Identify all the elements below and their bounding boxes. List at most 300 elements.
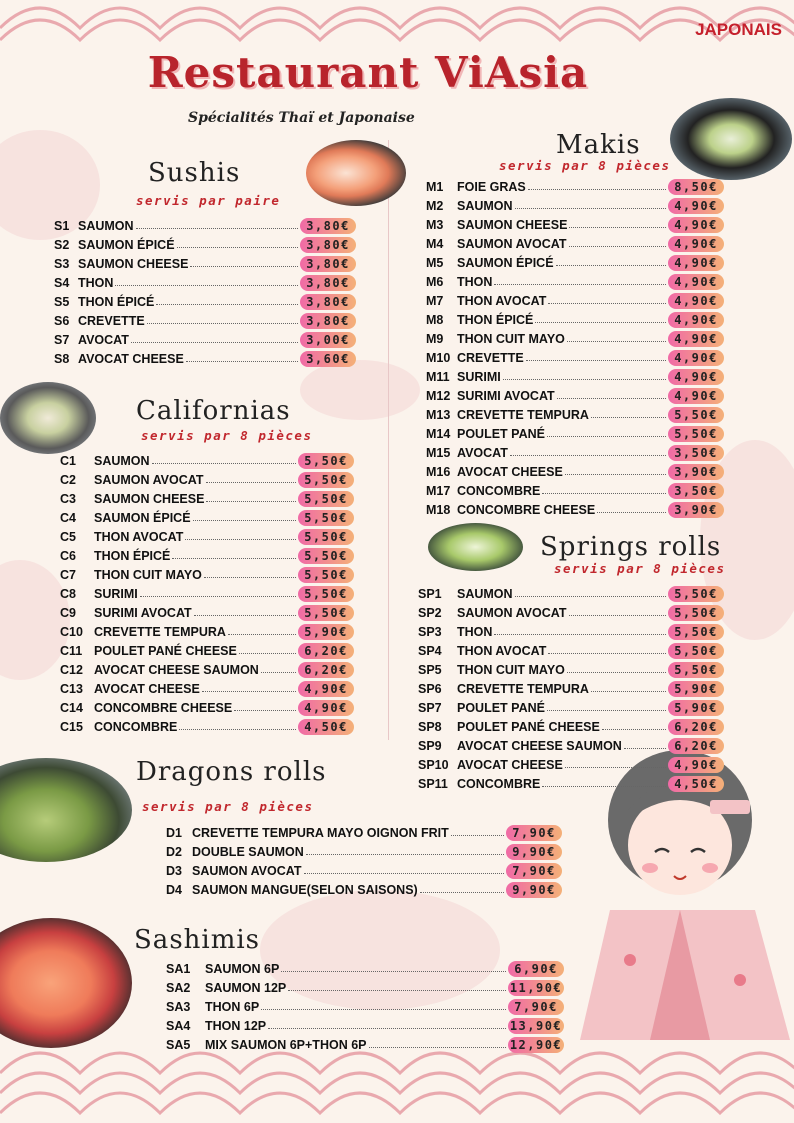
item-name: THON AVOCAT bbox=[457, 293, 547, 308]
item-name: CREVETTE TEMPURA bbox=[457, 407, 589, 422]
dotted-leader bbox=[261, 1009, 506, 1010]
menu-item-d1 bbox=[166, 823, 562, 842]
restaurant-title: Restaurant ViAsia bbox=[147, 48, 589, 97]
menu-item-s4 bbox=[54, 273, 356, 292]
dotted-leader bbox=[451, 835, 504, 836]
item-price-badge: 4,90€ bbox=[668, 388, 724, 404]
maki-photo bbox=[670, 98, 792, 180]
item-name: THON CUIT MAYO bbox=[457, 662, 565, 677]
item-name: CONCOMBRE bbox=[457, 776, 541, 791]
item-name: SURIMI bbox=[94, 586, 138, 601]
item-code: SP4 bbox=[418, 643, 442, 658]
item-name: POULET PANÉ bbox=[457, 700, 545, 715]
item-price-badge: 5,50€ bbox=[298, 491, 354, 507]
item-price-badge: 4,90€ bbox=[298, 700, 354, 716]
item-price-badge: 4,90€ bbox=[668, 312, 724, 328]
item-name: THON AVOCAT bbox=[457, 643, 547, 658]
item-price-badge: 4,90€ bbox=[668, 217, 724, 233]
item-code: SA1 bbox=[166, 961, 191, 976]
item-code: SP7 bbox=[418, 700, 442, 715]
dotted-leader bbox=[304, 873, 505, 874]
item-price-badge: 5,50€ bbox=[298, 510, 354, 526]
item-code: SP11 bbox=[418, 776, 448, 791]
item-name: AVOCAT CHEESE bbox=[94, 681, 200, 696]
item-name: CREVETTE bbox=[457, 350, 524, 365]
menu-item-m3 bbox=[426, 215, 724, 234]
item-price-badge: 3,80€ bbox=[300, 313, 356, 329]
item-price-badge: 5,50€ bbox=[668, 586, 724, 602]
dotted-leader bbox=[535, 322, 666, 323]
dotted-leader bbox=[228, 634, 296, 635]
dotted-leader bbox=[569, 227, 666, 228]
item-code: C2 bbox=[60, 472, 76, 487]
menu-item-m15 bbox=[426, 443, 724, 462]
item-price-badge: 4,90€ bbox=[668, 757, 724, 773]
item-code: C1 bbox=[60, 453, 76, 468]
section-subtitle-sushis: servis par paire bbox=[136, 193, 281, 208]
item-name: CONCOMBRE CHEESE bbox=[94, 700, 233, 715]
menu-item-m1 bbox=[426, 177, 724, 196]
section-title-sushis: Sushis bbox=[148, 158, 241, 188]
item-price-badge: 3,00€ bbox=[300, 332, 356, 348]
item-code: C5 bbox=[60, 529, 76, 544]
dotted-leader bbox=[557, 398, 666, 399]
item-code: M14 bbox=[426, 426, 451, 441]
menu-item-sa3 bbox=[166, 997, 564, 1016]
item-price-badge: 5,90€ bbox=[298, 624, 354, 640]
menu-item-m7 bbox=[426, 291, 724, 310]
item-price-badge: 12,90€ bbox=[509, 1037, 563, 1052]
item-code: M18 bbox=[426, 502, 451, 517]
item-code: SA3 bbox=[166, 999, 191, 1014]
item-price-badge: 5,50€ bbox=[668, 624, 724, 640]
menu-item-m4 bbox=[426, 234, 724, 253]
item-name: SAUMON CHEESE bbox=[94, 491, 205, 506]
section-subtitle-springs: servis par 8 pièces bbox=[554, 561, 726, 576]
item-name: CREVETTE TEMPURA MAYO OIGNON FRIT bbox=[192, 825, 449, 840]
dotted-leader bbox=[288, 990, 506, 991]
item-name: POULET PANÉ CHEESE bbox=[94, 643, 237, 658]
menu-item-m12 bbox=[426, 386, 724, 405]
menu-item-sp9 bbox=[418, 736, 724, 755]
item-name: CONCOMBRE bbox=[94, 719, 178, 734]
item-price-badge: 5,50€ bbox=[298, 453, 354, 469]
menu-item-c8 bbox=[60, 584, 354, 603]
menu-item-sp5 bbox=[418, 660, 724, 679]
item-price-badge: 6,20€ bbox=[668, 719, 724, 735]
dotted-leader bbox=[136, 228, 298, 229]
item-name: THON bbox=[78, 275, 114, 290]
dotted-leader bbox=[172, 558, 296, 559]
item-name: THON 6P bbox=[205, 999, 260, 1014]
item-code: S7 bbox=[54, 332, 70, 347]
dotted-leader bbox=[193, 520, 296, 521]
dotted-leader bbox=[597, 512, 666, 513]
item-name: SAUMON 6P bbox=[205, 961, 280, 976]
item-code: M16 bbox=[426, 464, 451, 479]
dotted-leader bbox=[190, 266, 298, 267]
section-title-sashimis: Sashimis bbox=[134, 925, 261, 955]
menu-item-sp10 bbox=[418, 755, 724, 774]
dotted-leader bbox=[140, 596, 296, 597]
item-name: THON ÉPICÉ bbox=[78, 294, 155, 309]
menu-item-c3 bbox=[60, 489, 354, 508]
menu-item-m9 bbox=[426, 329, 724, 348]
item-code: M13 bbox=[426, 407, 451, 422]
item-code: SP9 bbox=[418, 738, 442, 753]
menu-item-sa2 bbox=[166, 978, 564, 997]
dotted-leader bbox=[510, 455, 666, 456]
item-price-badge: 9,90€ bbox=[506, 882, 562, 898]
dotted-leader bbox=[186, 361, 298, 362]
menu-item-d4 bbox=[166, 880, 562, 899]
cloud-decoration bbox=[300, 360, 420, 420]
item-price-badge: 4,90€ bbox=[668, 198, 724, 214]
menu-item-sa5 bbox=[166, 1035, 564, 1054]
menu-item-sa1 bbox=[166, 959, 564, 978]
item-price-badge: 3,90€ bbox=[668, 502, 724, 518]
item-price-badge: 4,90€ bbox=[298, 681, 354, 697]
menu-item-c5 bbox=[60, 527, 354, 546]
item-name: CONCOMBRE bbox=[457, 483, 541, 498]
dotted-leader bbox=[206, 482, 297, 483]
item-name: CREVETTE TEMPURA bbox=[94, 624, 226, 639]
dotted-leader bbox=[567, 341, 666, 342]
dotted-leader bbox=[591, 691, 666, 692]
item-price-badge: 5,50€ bbox=[668, 426, 724, 442]
item-name: SAUMON ÉPICÉ bbox=[78, 237, 175, 252]
sashimi-photo bbox=[0, 918, 132, 1048]
item-price-badge: 9,90€ bbox=[506, 844, 562, 860]
item-name: THON AVOCAT bbox=[94, 529, 184, 544]
item-name: SAUMON AVOCAT bbox=[192, 863, 302, 878]
dotted-leader bbox=[194, 615, 296, 616]
item-code: SA5 bbox=[166, 1037, 191, 1052]
menu-item-m5 bbox=[426, 253, 724, 272]
section-title-springs: Springs rolls bbox=[540, 532, 722, 562]
item-price-badge: 13,90€ bbox=[509, 1018, 563, 1033]
menu-item-s7 bbox=[54, 330, 356, 349]
menu-item-c9 bbox=[60, 603, 354, 622]
menu-item-c15 bbox=[60, 717, 354, 736]
item-code: M6 bbox=[426, 274, 444, 289]
item-code: S5 bbox=[54, 294, 70, 309]
dotted-leader bbox=[177, 247, 298, 248]
item-price-badge: 5,50€ bbox=[668, 662, 724, 678]
item-name: SAUMON MANGUE(SELON SAISONS) bbox=[192, 882, 418, 897]
item-code: M4 bbox=[426, 236, 444, 251]
item-name: AVOCAT bbox=[78, 332, 129, 347]
item-code: SP5 bbox=[418, 662, 442, 677]
item-code: D1 bbox=[166, 825, 182, 840]
item-code: S6 bbox=[54, 313, 70, 328]
item-name: POULET PANÉ CHEESE bbox=[457, 719, 600, 734]
item-code: C15 bbox=[60, 719, 83, 734]
item-code: M7 bbox=[426, 293, 444, 308]
item-code: SA2 bbox=[166, 980, 191, 995]
section-subtitle-dragons: servis par 8 pièces bbox=[142, 799, 314, 814]
item-code: SP1 bbox=[418, 586, 442, 601]
menu-item-s2 bbox=[54, 235, 356, 254]
item-code: M1 bbox=[426, 179, 444, 194]
item-name: AVOCAT CHEESE bbox=[457, 757, 563, 772]
item-name: SAUMON CHEESE bbox=[457, 217, 568, 232]
menu-item-s1 bbox=[54, 216, 356, 235]
item-name: SAUMON ÉPICÉ bbox=[94, 510, 191, 525]
restaurant-subtitle: Spécialités Thaï et Japonaise bbox=[188, 110, 415, 126]
dotted-leader bbox=[281, 971, 506, 972]
menu-item-m14 bbox=[426, 424, 724, 443]
item-price-badge: 3,90€ bbox=[668, 464, 724, 480]
section-title-californias: Californias bbox=[136, 396, 291, 426]
item-price-badge: 3,80€ bbox=[300, 237, 356, 253]
item-code: S4 bbox=[54, 275, 70, 290]
item-code: C7 bbox=[60, 567, 76, 582]
menu-item-sa4 bbox=[166, 1016, 564, 1035]
item-code: C11 bbox=[60, 643, 83, 658]
item-price-badge: 5,50€ bbox=[298, 548, 354, 564]
item-price-badge: 4,90€ bbox=[668, 369, 724, 385]
item-price-badge: 7,90€ bbox=[508, 999, 564, 1015]
dotted-leader bbox=[202, 691, 296, 692]
item-name: AVOCAT CHEESE bbox=[457, 464, 563, 479]
item-price-badge: 7,90€ bbox=[506, 825, 562, 841]
dotted-leader bbox=[624, 748, 666, 749]
item-name: THON CUIT MAYO bbox=[94, 567, 202, 582]
item-code: D3 bbox=[166, 863, 182, 878]
item-code: S8 bbox=[54, 351, 70, 366]
menu-item-c10 bbox=[60, 622, 354, 641]
item-name: SURIMI bbox=[457, 369, 501, 384]
menu-item-m8 bbox=[426, 310, 724, 329]
dotted-leader bbox=[556, 265, 666, 266]
item-price-badge: 11,90€ bbox=[509, 980, 563, 995]
item-code: C4 bbox=[60, 510, 76, 525]
item-code: C8 bbox=[60, 586, 76, 601]
menu-item-sp1 bbox=[418, 584, 724, 603]
dotted-leader bbox=[515, 208, 666, 209]
menu-item-m2 bbox=[426, 196, 724, 215]
item-code: M10 bbox=[426, 350, 451, 365]
item-price-badge: 5,50€ bbox=[668, 643, 724, 659]
menu-item-c6 bbox=[60, 546, 354, 565]
dragon-roll-photo bbox=[0, 758, 132, 862]
item-name: SAUMON CHEESE bbox=[78, 256, 189, 271]
item-price-badge: 4,90€ bbox=[668, 274, 724, 290]
menu-item-c1 bbox=[60, 451, 354, 470]
dotted-leader bbox=[542, 493, 666, 494]
dotted-leader bbox=[567, 672, 666, 673]
menu-item-m18 bbox=[426, 500, 724, 519]
item-code: C3 bbox=[60, 491, 76, 506]
item-name: THON CUIT MAYO bbox=[457, 331, 565, 346]
dotted-leader bbox=[591, 417, 666, 418]
item-name: SAUMON bbox=[457, 198, 513, 213]
dotted-leader bbox=[548, 303, 666, 304]
item-price-badge: 5,90€ bbox=[668, 700, 724, 716]
dotted-leader bbox=[204, 577, 296, 578]
item-name: SAUMON AVOCAT bbox=[94, 472, 204, 487]
section-subtitle-makis: servis par 8 pièces bbox=[499, 158, 671, 173]
california-photo bbox=[0, 382, 96, 454]
item-price-badge: 4,90€ bbox=[668, 350, 724, 366]
item-code: C14 bbox=[60, 700, 83, 715]
menu-item-c13 bbox=[60, 679, 354, 698]
dotted-leader bbox=[179, 729, 296, 730]
dotted-leader bbox=[156, 304, 298, 305]
menu-item-m10 bbox=[426, 348, 724, 367]
menu-item-d2 bbox=[166, 842, 562, 861]
menu-item-sp3 bbox=[418, 622, 724, 641]
dotted-leader bbox=[569, 615, 667, 616]
dotted-leader bbox=[115, 285, 298, 286]
item-code: S2 bbox=[54, 237, 70, 252]
item-name: THON ÉPICÉ bbox=[457, 312, 534, 327]
dotted-leader bbox=[503, 379, 666, 380]
dotted-leader bbox=[569, 246, 667, 247]
menu-item-s6 bbox=[54, 311, 356, 330]
item-price-badge: 5,90€ bbox=[668, 681, 724, 697]
dotted-leader bbox=[494, 634, 666, 635]
dotted-leader bbox=[528, 189, 666, 190]
dotted-leader bbox=[547, 710, 666, 711]
item-name: SURIMI AVOCAT bbox=[94, 605, 192, 620]
item-name: CREVETTE bbox=[78, 313, 145, 328]
item-name: AVOCAT CHEESE SAUMON bbox=[94, 662, 259, 677]
item-price-badge: 6,20€ bbox=[298, 662, 354, 678]
section-subtitle-californias: servis par 8 pièces bbox=[141, 428, 313, 443]
item-name: SAUMON ÉPICÉ bbox=[457, 255, 554, 270]
menu-item-d3 bbox=[166, 861, 562, 880]
item-price-badge: 4,90€ bbox=[668, 293, 724, 309]
dotted-leader bbox=[526, 360, 666, 361]
menu-item-c7 bbox=[60, 565, 354, 584]
item-code: SP2 bbox=[418, 605, 442, 620]
dotted-leader bbox=[306, 854, 504, 855]
dotted-leader bbox=[131, 342, 298, 343]
menu-item-c12 bbox=[60, 660, 354, 679]
item-code: D2 bbox=[166, 844, 182, 859]
item-price-badge: 6,20€ bbox=[298, 643, 354, 659]
dotted-leader bbox=[420, 892, 504, 893]
spring-roll-photo bbox=[428, 523, 523, 571]
item-code: M9 bbox=[426, 331, 444, 346]
dotted-leader bbox=[565, 767, 666, 768]
item-name: SAUMON AVOCAT bbox=[457, 605, 567, 620]
item-code: C9 bbox=[60, 605, 76, 620]
item-name: SAUMON 12P bbox=[205, 980, 287, 995]
item-price-badge: 4,50€ bbox=[668, 776, 724, 792]
item-code: C12 bbox=[60, 662, 83, 677]
item-code: C6 bbox=[60, 548, 76, 563]
dotted-leader bbox=[152, 463, 296, 464]
sushi-photo bbox=[306, 140, 406, 206]
item-price-badge: 5,50€ bbox=[298, 472, 354, 488]
item-price-badge: 3,50€ bbox=[668, 445, 724, 461]
item-code: M2 bbox=[426, 198, 444, 213]
item-price-badge: 3,80€ bbox=[300, 275, 356, 291]
item-price-badge: 4,90€ bbox=[668, 331, 724, 347]
item-code: C13 bbox=[60, 681, 83, 696]
item-name: AVOCAT CHEESE bbox=[78, 351, 184, 366]
item-name: SURIMI AVOCAT bbox=[457, 388, 555, 403]
dotted-leader bbox=[494, 284, 666, 285]
item-code: M3 bbox=[426, 217, 444, 232]
dotted-leader bbox=[206, 501, 296, 502]
item-name: SAUMON bbox=[457, 586, 513, 601]
item-price-badge: 5,50€ bbox=[298, 586, 354, 602]
item-price-badge: 5,50€ bbox=[668, 407, 724, 423]
menu-item-s8 bbox=[54, 349, 356, 368]
item-price-badge: 5,50€ bbox=[298, 529, 354, 545]
item-price-badge: 3,80€ bbox=[300, 218, 356, 234]
item-code: SP8 bbox=[418, 719, 442, 734]
item-price-badge: 5,50€ bbox=[298, 605, 354, 621]
dotted-leader bbox=[261, 672, 296, 673]
menu-item-sp4 bbox=[418, 641, 724, 660]
item-code: M12 bbox=[426, 388, 451, 403]
menu-item-sp7 bbox=[418, 698, 724, 717]
item-code: S1 bbox=[54, 218, 70, 233]
dotted-leader bbox=[147, 323, 298, 324]
item-price-badge: 4,90€ bbox=[668, 255, 724, 271]
item-price-badge: 6,90€ bbox=[508, 961, 564, 977]
menu-item-m11 bbox=[426, 367, 724, 386]
item-name: AVOCAT CHEESE SAUMON bbox=[457, 738, 622, 753]
item-code: S3 bbox=[54, 256, 70, 271]
item-price-badge: 3,80€ bbox=[300, 256, 356, 272]
item-price-badge: 4,90€ bbox=[668, 236, 724, 252]
item-price-badge: 6,20€ bbox=[668, 738, 724, 754]
menu-item-m13 bbox=[426, 405, 724, 424]
dotted-leader bbox=[185, 539, 296, 540]
item-code: SA4 bbox=[166, 1018, 191, 1033]
item-price-badge: 3,60€ bbox=[300, 351, 356, 367]
item-name: FOIE GRAS bbox=[457, 179, 526, 194]
menu-item-sp8 bbox=[418, 717, 724, 736]
dotted-leader bbox=[547, 436, 666, 437]
menu-item-sp2 bbox=[418, 603, 724, 622]
dotted-leader bbox=[369, 1047, 507, 1048]
menu-item-s5 bbox=[54, 292, 356, 311]
item-name: THON ÉPICÉ bbox=[94, 548, 171, 563]
item-price-badge: 7,90€ bbox=[506, 863, 562, 879]
cuisine-tag: JAPONAIS bbox=[695, 20, 782, 39]
dotted-leader bbox=[268, 1028, 506, 1029]
item-code: M15 bbox=[426, 445, 451, 460]
dotted-leader bbox=[239, 653, 296, 654]
item-code: M5 bbox=[426, 255, 444, 270]
dotted-leader bbox=[602, 729, 666, 730]
item-name: THON bbox=[457, 274, 493, 289]
menu-item-sp6 bbox=[418, 679, 724, 698]
item-code: M8 bbox=[426, 312, 444, 327]
item-name: SAUMON bbox=[78, 218, 134, 233]
menu-item-s3 bbox=[54, 254, 356, 273]
item-name: THON 12P bbox=[205, 1018, 267, 1033]
item-price-badge: 4,50€ bbox=[298, 719, 354, 735]
item-price-badge: 3,80€ bbox=[300, 294, 356, 310]
item-code: M11 bbox=[426, 369, 450, 384]
menu-item-m6 bbox=[426, 272, 724, 291]
menu-item-m17 bbox=[426, 481, 724, 500]
item-code: D4 bbox=[166, 882, 182, 897]
menu-item-c14 bbox=[60, 698, 354, 717]
item-name: AVOCAT bbox=[457, 445, 508, 460]
item-price-badge: 5,50€ bbox=[298, 567, 354, 583]
item-name: SAUMON bbox=[94, 453, 150, 468]
item-name: CONCOMBRE CHEESE bbox=[457, 502, 596, 517]
